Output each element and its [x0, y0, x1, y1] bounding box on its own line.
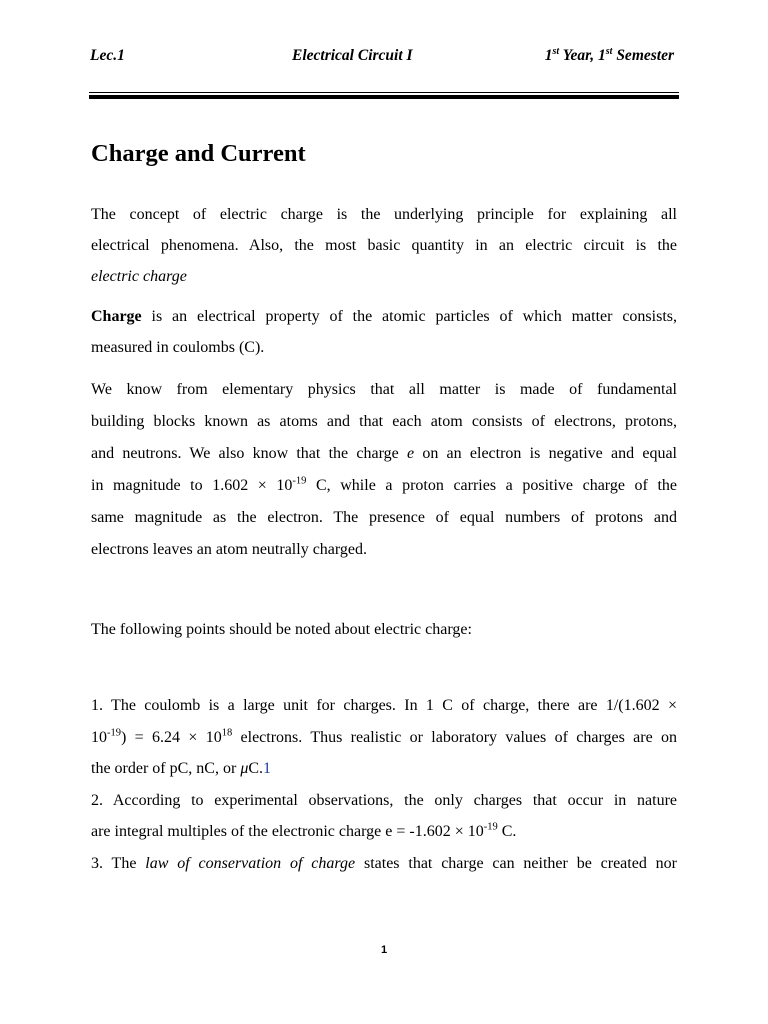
text-line: and neutrons. We also know that the charge e on an electron is negative and equal	[91, 445, 677, 462]
header-rule-thin	[89, 92, 679, 93]
list-item-line: are integral multiples of the electronic charge $e = -1.602 \times 10^{-19}$ C.	[91, 821, 517, 840]
page-title: Charge and Current	[91, 140, 306, 167]
paragraph-concept	[91, 199, 677, 292]
text-line: electrical phenomena. Also, the most basic quantity in an electric circuit is the	[91, 237, 677, 254]
term-charge: Charge	[91, 308, 142, 325]
text-line: building blocks known as atoms and that each atom consists of electrons, protons,	[91, 413, 677, 430]
list-item-line: $10^{-19}) = 6.24 \times 10^{18}$ electrons. Thus realistic or laboratory values of charges are on	[91, 727, 678, 746]
header-year-semester: 1st Year, 1st Semester	[544, 45, 674, 64]
list-item-line: 3. The law of conservation of charge states that charge can neither be created nor	[91, 854, 677, 872]
paragraph-charge-definition	[91, 301, 677, 363]
text-line: measured in coulombs (C).	[91, 339, 265, 356]
list-item-line: 1. The coulomb is a large unit for charges. In 1 C of charge, there are 1/(1.602 ×	[91, 697, 677, 714]
header-lecture: Lec.1	[90, 47, 125, 64]
page-header	[90, 47, 676, 71]
text-line: electrons leaves an atom neutrally charged.	[91, 541, 368, 558]
text-line: We know from elementary physics that all matter is made of fundamental	[91, 381, 677, 398]
text-line: Charge is an electrical property of the atomic particles of which matter consists,	[91, 308, 677, 325]
text-line: electric charge	[91, 268, 187, 285]
paragraph-points-intro	[91, 618, 677, 642]
page-number: 1	[380, 944, 388, 956]
footnote-link[interactable]: 1	[263, 760, 272, 777]
paragraph-atoms	[91, 374, 677, 566]
text-line: The following points should be noted about electric charge:	[91, 621, 472, 638]
text-line: in magnitude to $1.602 \times 10^{-19}$ C, while a proton carries a positive charge of the	[91, 475, 678, 494]
charge-points-list	[91, 690, 677, 879]
list-item-line: 2. According to experimental observations, the only charges that occur in nature	[91, 791, 677, 809]
list-item-line: the order of pC, nC, or μC.1	[91, 760, 272, 777]
text-line: The concept of electric charge is the underlying principle for explaining all	[91, 206, 677, 223]
header-course: Electrical Circuit I	[292, 47, 413, 64]
header-rule-thick	[89, 95, 679, 99]
text-line: same magnitude as the electron. The presence of equal numbers of protons and	[91, 509, 677, 526]
